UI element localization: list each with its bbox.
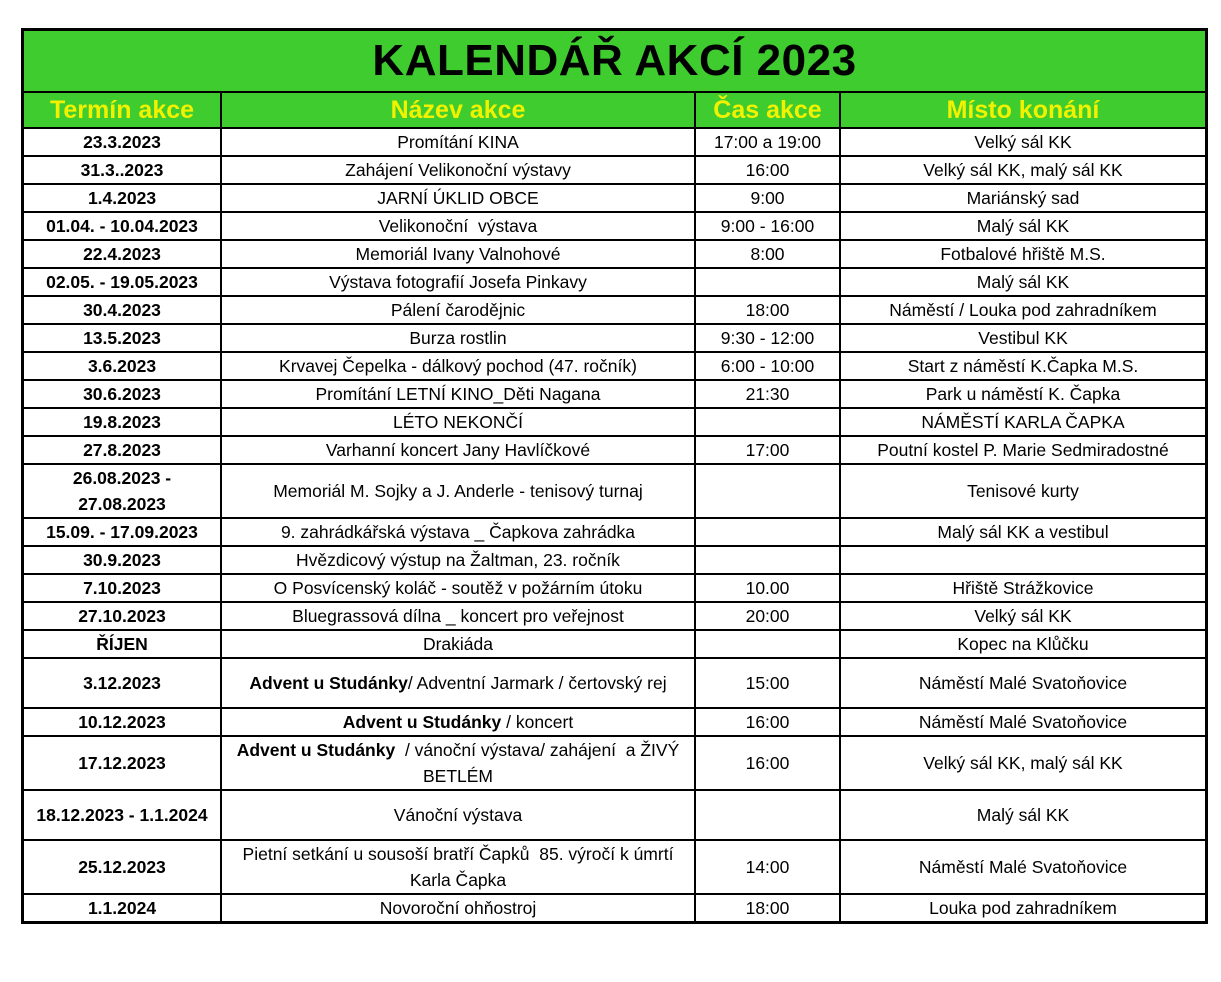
event-date: 30.6.2023 — [24, 380, 221, 408]
event-name-text: Drakiáda — [422, 634, 494, 654]
event-name — [221, 546, 695, 574]
event-name — [221, 602, 695, 630]
table-row — [24, 708, 1205, 736]
event-place: Velký sál KK — [840, 602, 1205, 630]
event-name — [221, 708, 695, 736]
event-place: Náměstí Malé Svatoňovice — [840, 840, 1205, 894]
event-date: 10.12.2023 — [24, 708, 221, 736]
event-name — [221, 736, 695, 790]
event-name-text: Pálení čarodějnic — [390, 300, 526, 320]
event-date: 30.9.2023 — [24, 546, 221, 574]
event-time — [695, 630, 840, 658]
event-date: 27.10.2023 — [24, 602, 221, 630]
event-date: 25.12.2023 — [24, 840, 221, 894]
event-name-text: Promítání LETNÍ KINO_Děti Nagana — [315, 384, 601, 404]
table-row — [24, 464, 1205, 518]
event-name — [221, 574, 695, 602]
table-row — [24, 894, 1205, 921]
event-time — [695, 268, 840, 296]
event-name — [221, 630, 695, 658]
event-date: 17.12.2023 — [24, 736, 221, 790]
events-table — [24, 93, 1205, 921]
event-place: Park u náměstí K. Čapka — [840, 380, 1205, 408]
event-time: 17:00 a 19:00 — [695, 128, 840, 156]
event-name-text: Novoroční ohňostroj — [379, 898, 537, 918]
table-row — [24, 156, 1205, 184]
event-date: 13.5.2023 — [24, 324, 221, 352]
event-time: 9:00 - 16:00 — [695, 212, 840, 240]
event-date: ŘÍJEN — [24, 630, 221, 658]
event-date: 15.09. - 17.09.2023 — [24, 518, 221, 546]
event-place: Velký sál KK, malý sál KK — [840, 736, 1205, 790]
event-date: 31.3..2023 — [24, 156, 221, 184]
event-place: Vestibul KK — [840, 324, 1205, 352]
table-row — [24, 790, 1205, 840]
event-name-text: / koncert — [501, 712, 574, 732]
table-row — [24, 408, 1205, 436]
event-name-text: O Posvícenský koláč - soutěž v požárním útoku — [273, 578, 643, 598]
table-row — [24, 128, 1205, 156]
event-place: Malý sál KK — [840, 212, 1205, 240]
event-name — [221, 790, 695, 840]
event-date: 26.08.2023 - 27.08.2023 — [24, 464, 221, 518]
event-date: 1.1.2024 — [24, 894, 221, 921]
table-row — [24, 240, 1205, 268]
event-time: 9:30 - 12:00 — [695, 324, 840, 352]
event-name — [221, 156, 695, 184]
event-name — [221, 840, 695, 894]
event-name-text: Velikonoční výstava — [378, 216, 538, 236]
table-row — [24, 268, 1205, 296]
event-time: 10.00 — [695, 574, 840, 602]
event-name-text: / Adventní Jarmark / čertovský rej — [407, 673, 667, 693]
table-row — [24, 380, 1205, 408]
event-calendar-sheet — [21, 28, 1208, 924]
event-date: 27.8.2023 — [24, 436, 221, 464]
event-name — [221, 296, 695, 324]
event-name — [221, 324, 695, 352]
event-name-text: Burza rostlin — [409, 328, 507, 348]
event-date: 30.4.2023 — [24, 296, 221, 324]
event-place: Velký sál KK, malý sál KK — [840, 156, 1205, 184]
event-place: Malý sál KK a vestibul — [840, 518, 1205, 546]
event-date: 3.12.2023 — [24, 658, 221, 708]
event-name-text: LÉTO NEKONČÍ — [393, 412, 523, 432]
event-name-text: Memoriál M. Sojky a J. Anderle - tenisový turnaj — [273, 481, 643, 501]
calendar-title-bar — [24, 31, 1205, 93]
event-date: 18.12.2023 - 1.1.2024 — [24, 790, 221, 840]
event-place: Start z náměstí K.Čapka M.S. — [840, 352, 1205, 380]
table-row — [24, 212, 1205, 240]
event-place: Náměstí Malé Svatoňovice — [840, 708, 1205, 736]
event-time — [695, 518, 840, 546]
event-place: Poutní kostel P. Marie Sedmiradostné — [840, 436, 1205, 464]
event-place: Náměstí Malé Svatoňovice — [840, 658, 1205, 708]
event-place: Mariánský sad — [840, 184, 1205, 212]
event-place — [840, 546, 1205, 574]
event-date: 3.6.2023 — [24, 352, 221, 380]
event-name-text: Výstava fotografií Josefa Pinkavy — [329, 272, 587, 292]
event-place: Louka pod zahradníkem — [840, 894, 1205, 921]
event-name-bold: Advent u Studánky — [342, 712, 502, 732]
event-date: 23.3.2023 — [24, 128, 221, 156]
event-time — [695, 546, 840, 574]
event-place: NÁMĚSTÍ KARLA ČAPKA — [840, 408, 1205, 436]
calendar-title: KALENDÁŘ AKCÍ 2023 — [372, 36, 857, 85]
table-row — [24, 840, 1205, 894]
event-time — [695, 464, 840, 518]
event-time: 21:30 — [695, 380, 840, 408]
event-place: Náměstí / Louka pod zahradníkem — [840, 296, 1205, 324]
table-row — [24, 436, 1205, 464]
event-place: Hřiště Strážkovice — [840, 574, 1205, 602]
event-time: 16:00 — [695, 708, 840, 736]
event-date: 7.10.2023 — [24, 574, 221, 602]
event-name — [221, 268, 695, 296]
table-row — [24, 574, 1205, 602]
event-name — [221, 464, 695, 518]
table-row — [24, 518, 1205, 546]
event-place: Malý sál KK — [840, 790, 1205, 840]
event-time: 9:00 — [695, 184, 840, 212]
event-name — [221, 436, 695, 464]
table-row — [24, 630, 1205, 658]
table-row — [24, 602, 1205, 630]
event-name-text: Krvavej Čepelka - dálkový pochod (47. ročník) — [279, 356, 637, 376]
event-name-text: Varhanní koncert Jany Havlíčkové — [325, 440, 591, 460]
event-time: 17:00 — [695, 436, 840, 464]
event-name-text: Promítání KINA — [397, 132, 519, 152]
event-place: Kopec na Klůčku — [840, 630, 1205, 658]
event-name — [221, 184, 695, 212]
event-time: 16:00 — [695, 156, 840, 184]
header-row — [24, 93, 1205, 128]
event-time: 6:00 - 10:00 — [695, 352, 840, 380]
event-date: 01.04. - 10.04.2023 — [24, 212, 221, 240]
event-name — [221, 352, 695, 380]
event-time: 8:00 — [695, 240, 840, 268]
event-name-bold: Advent u Studánky — [249, 673, 408, 693]
table-row — [24, 352, 1205, 380]
event-name-text: JARNÍ ÚKLID OBCE — [377, 188, 539, 208]
event-name — [221, 518, 695, 546]
table-row — [24, 296, 1205, 324]
event-place: Malý sál KK — [840, 268, 1205, 296]
header-place: Místo konání — [840, 93, 1205, 128]
header-time: Čas akce — [695, 93, 840, 128]
event-name-text: Pietní setkání u sousoší bratří Čapků 85. výročí k úmrtí Karla Čapka — [242, 844, 679, 890]
event-name — [221, 128, 695, 156]
event-name — [221, 408, 695, 436]
event-time: 20:00 — [695, 602, 840, 630]
event-date: 22.4.2023 — [24, 240, 221, 268]
event-place: Fotbalové hřiště M.S. — [840, 240, 1205, 268]
event-date: 19.8.2023 — [24, 408, 221, 436]
event-place: Velký sál KK — [840, 128, 1205, 156]
header-date: Termín akce — [24, 93, 221, 128]
table-row — [24, 546, 1205, 574]
event-name-text: / vánoční výstava/ zahájení a ŽIVÝ BETLÉM — [395, 740, 685, 786]
event-date: 02.05. - 19.05.2023 — [24, 268, 221, 296]
table-row — [24, 658, 1205, 708]
event-name-text: Bluegrassová dílna _ koncert pro veřejnost — [292, 606, 624, 626]
event-name — [221, 894, 695, 921]
event-name-text: Hvězdicový výstup na Žaltman, 23. ročník — [296, 550, 620, 570]
event-name-text: Memoriál Ivany Valnohové — [355, 244, 561, 264]
event-time: 15:00 — [695, 658, 840, 708]
event-time — [695, 790, 840, 840]
event-name-text: Zahájení Velikonoční výstavy — [345, 160, 571, 180]
event-name — [221, 380, 695, 408]
event-time — [695, 408, 840, 436]
event-name-text: Vánoční výstava — [393, 805, 523, 825]
event-time: 16:00 — [695, 736, 840, 790]
event-date: 1.4.2023 — [24, 184, 221, 212]
table-row — [24, 324, 1205, 352]
event-name — [221, 658, 695, 708]
event-time: 18:00 — [695, 296, 840, 324]
table-row — [24, 736, 1205, 790]
event-name — [221, 212, 695, 240]
event-name-text: 9. zahrádkářská výstava _ Čapkova zahrádka — [280, 522, 636, 542]
event-name-bold: Advent u Studánky — [236, 740, 396, 760]
event-name — [221, 240, 695, 268]
table-row — [24, 184, 1205, 212]
event-time: 14:00 — [695, 840, 840, 894]
event-place: Tenisové kurty — [840, 464, 1205, 518]
event-time: 18:00 — [695, 894, 840, 921]
header-event-name: Název akce — [221, 93, 695, 128]
